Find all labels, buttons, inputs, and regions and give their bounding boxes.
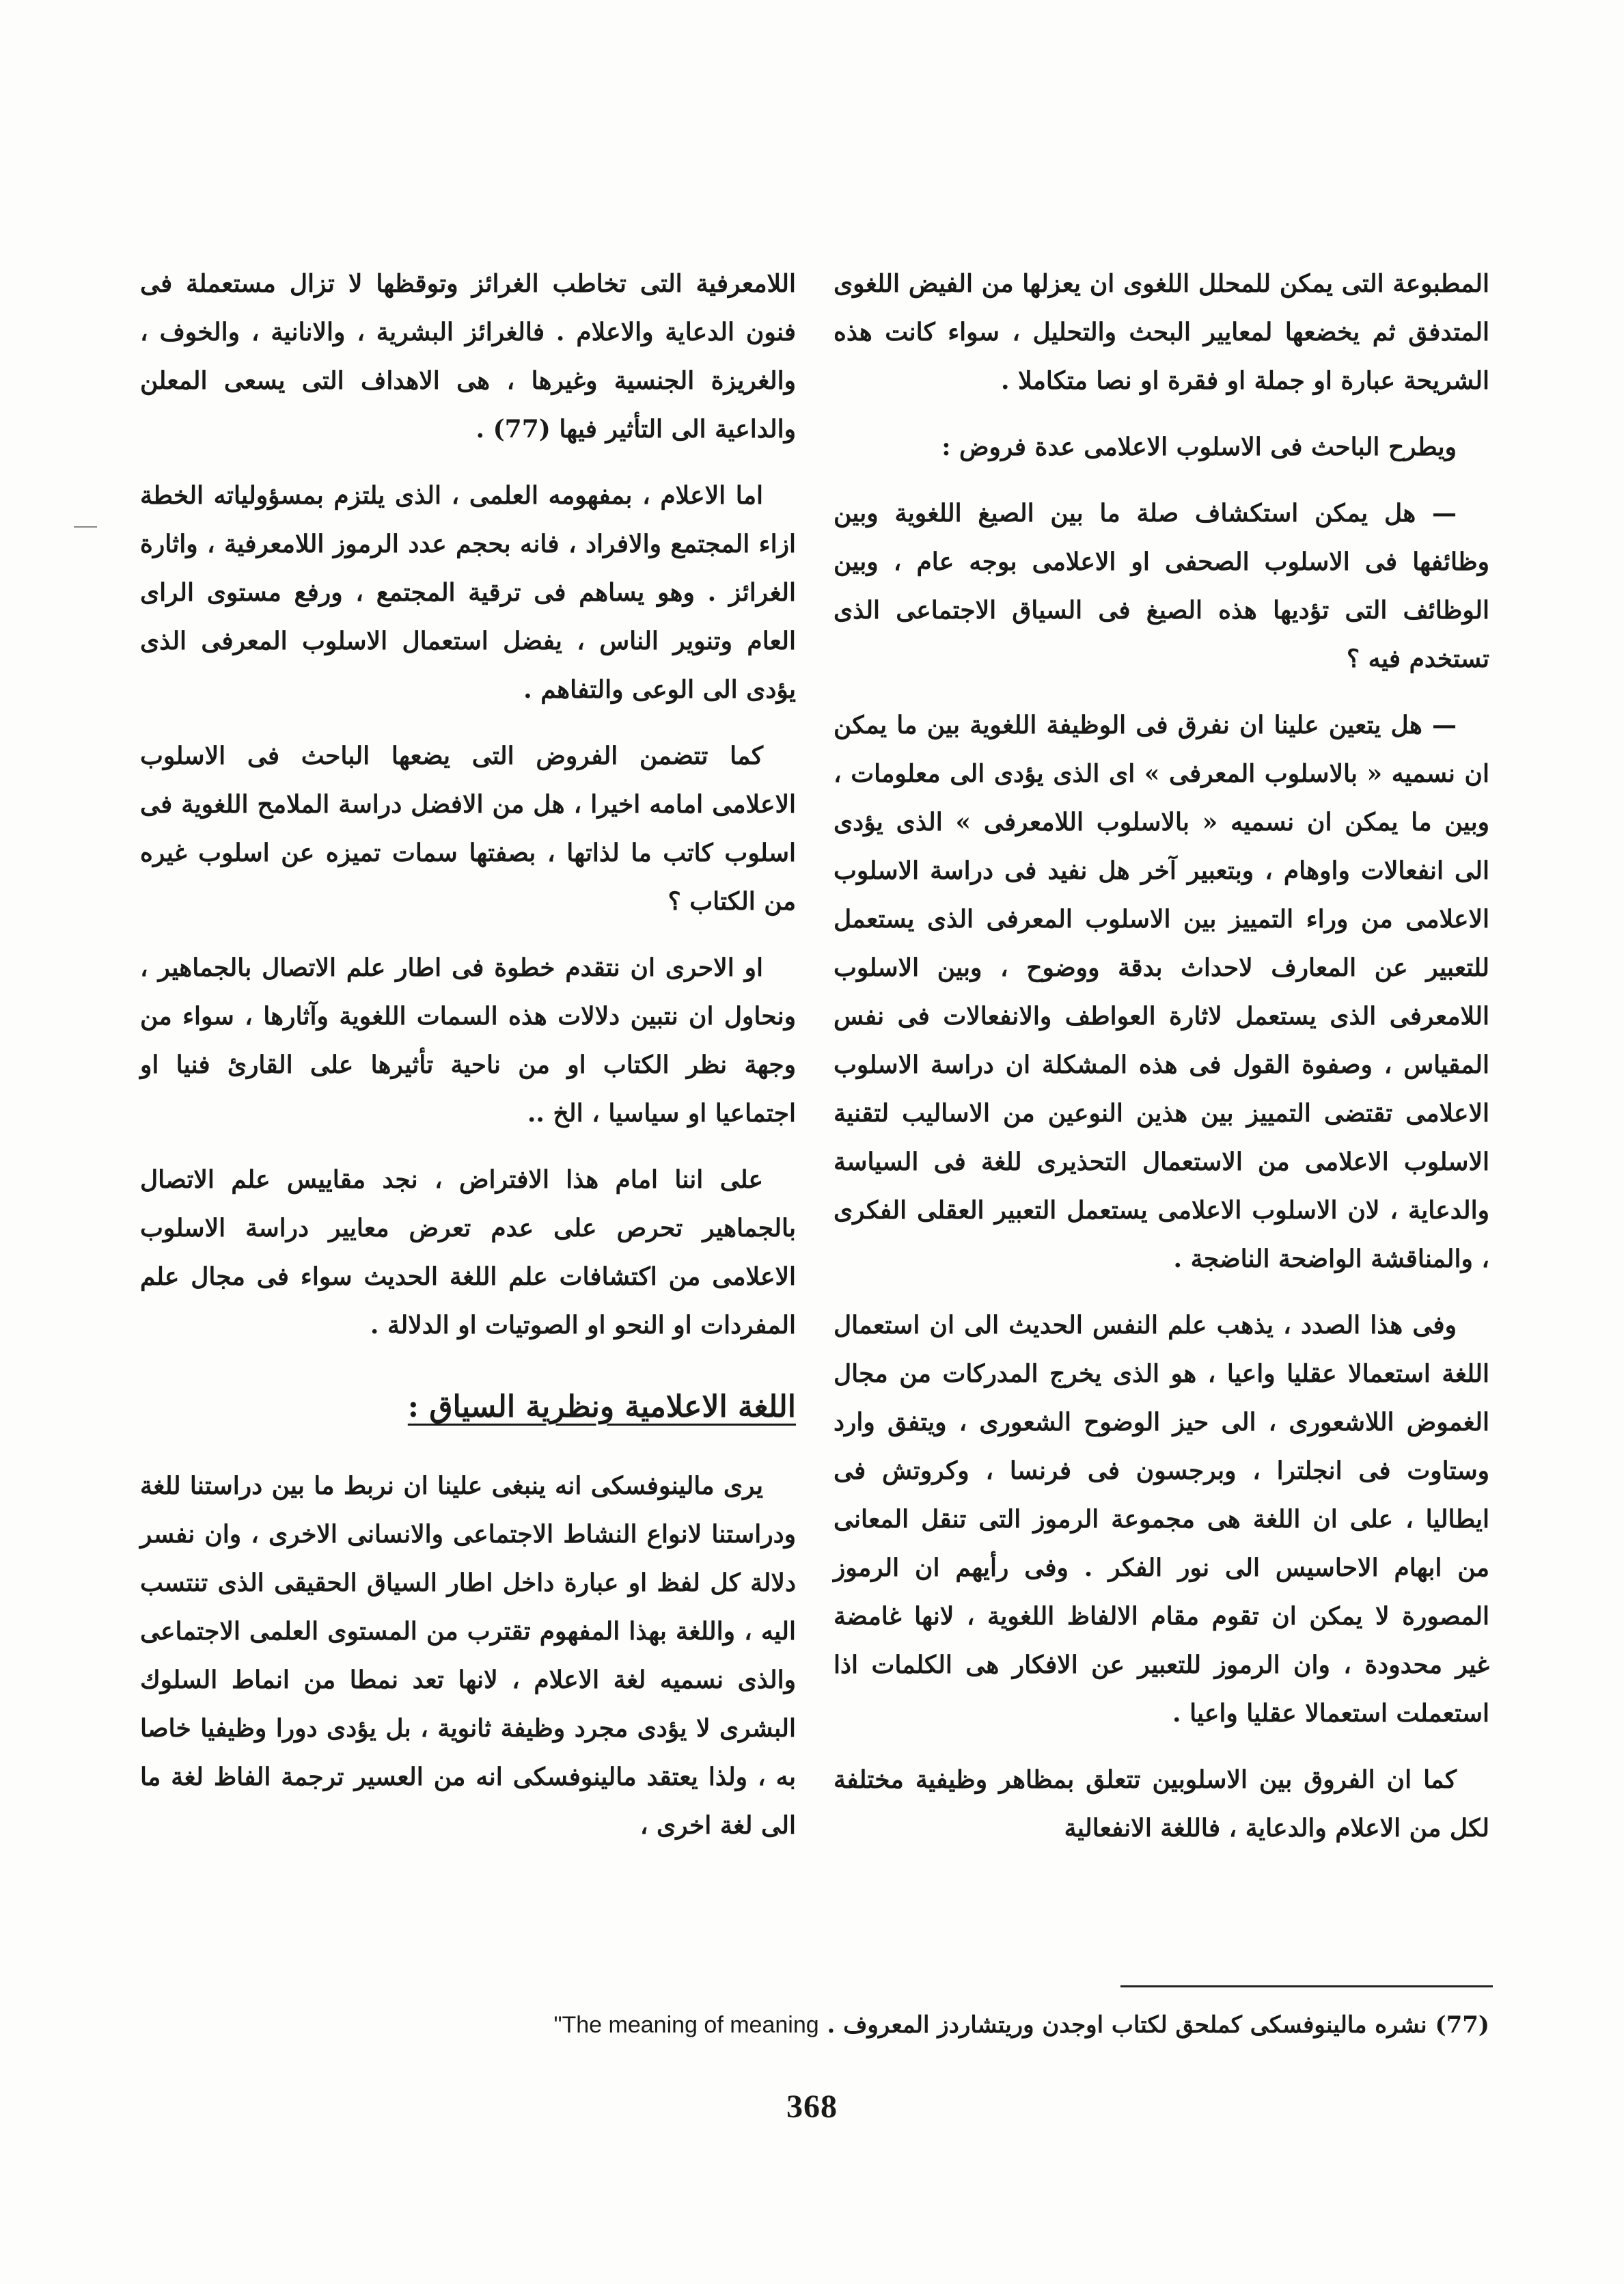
paragraph: على اننا امام هذا الافتراض ، نجد مقاييس علم الاتصال بالجماهير تحرص على عدم تعرض معايير دراسة الاسلوب الاعلامى من اكتشافات علم اللغة الحديث سواء فى مجال علم المفردات او النحو او الصوتيات او الدلالة . <box>140 1165 796 1340</box>
footnote-latin: "The meaning of meaning <box>553 2012 819 2038</box>
section-heading <box>140 1387 796 1428</box>
paragraph: اما الاعلام ، بمفهومه العلمى ، الذى يلتزم بمسؤولياته الخطة ازاء المجتمع والافراد ، فانه بحجم عدد الرموز اللامعرفية ، واثارة الغرائز . وهو يساهم فى ترقية المجتمع ، ورفع مستوى الراى العام وتنوير الناس ، يفضل استعمال الاسلوب المعرفى الذى يؤدى الى الوعى والتفاهم . <box>140 481 796 704</box>
paragraph: يرى مالينوفسكى انه ينبغى علينا ان نربط ما بين دراستنا للغة ودراستنا لانواع النشاط الاجتماعى والانسانى الاخرى ، وان نفسر دلالة كل لفظ او عبارة داخل اطار السياق الحقيقى الذى تنتسب اليه ، واللغة بهذا المفهوم تقترب من المستوى العلمى الاجتماعى والذى نسميه لغة الاعلام ، لانها تعد نمطا من انماط السلوك البشرى لا يؤدى مجرد وظيفة ثانوية ، بل يؤدى دورا وظيفيا خاصا به ، ولذا يعتقد مالينوفسكى انه من العسير ترجمة الفاظ لغة ما الى لغة اخرى ، <box>140 1471 796 1840</box>
paragraph: كما تتضمن الفروض التى يضعها الباحث فى الاسلوب الاعلامى امامه اخيرا ، هل من الافضل دراسة الملامح اللغوية فى اسلوب كاتب ما لذاتها ، بصفتها سمات تميزه عن اسلوب غيره من الكتاب ؟ <box>140 742 797 916</box>
paragraph: او الاحرى ان نتقدم خطوة فى اطار علم الاتصال بالجماهير ، ونحاول ان نتبين دلالات هذه السمات اللغوية وآثارها ، سواء من وجهة نظر الكتاب او من ناحية تأثيرها على القارئ فنيا او اجتماعيا او سياسيا ، الخ .. <box>140 953 796 1128</box>
footnote-divider <box>1120 1985 1493 1987</box>
footnote-arabic: (77) نشره مالينوفسكى كملحق لكتاب اوجدن وريتشاردز المعروف . <box>827 2011 1489 2039</box>
left-column <box>140 260 796 1868</box>
paragraph: كما ان الفروق بين الاسلوبين تتعلق بمظاهر وظيفية مختلفة لكل من الاعلام والدعاية ، فاللغة الانفعالية <box>834 1765 1489 1843</box>
paragraph: اللامعرفية التى تخاطب الغرائز وتوقظها لا تزال مستعملة فى فنون الدعاية والاعلام . فالغرائز البشرية ، والانانية ، والخوف ، والغريزة الجنسية وغيرها ، هى الاهداف التى يسعى المعلن والداعية الى التأثير فيها (77) . <box>140 269 796 444</box>
margin-mark <box>74 526 97 528</box>
section-heading-text: اللغة الاعلامية ونظرية السياق : <box>407 1389 796 1424</box>
paragraph: وفى هذا الصدد ، يذهب علم النفس الحديث الى ان استعمال اللغة استعمالا عقليا واعيا ، هو الذى يخرج المدركات من مجال الغموض اللاشعورى ، الى حيز الوضوح الشعورى ، ويتفق وارد وستاوت فى انجلترا ، وبرجسون فى فرنسا ، وكروتش فى ايطاليا ، على ان اللغة هى مجموعة الرموز التى تنقل المعانى من ابهام الاحاسيس الى نور الفكر . وفى رأيهم ان الرموز المصورة لا يمكن ان تقوم مقام الالفاظ اللغوية ، لانها غامضة غير محدودة ، وان الرموز للتعبير عن الافكار هى الكلمات اذا استعملت استعمالا عقليا واعيا . <box>834 1311 1489 1728</box>
page-number: 368 <box>786 2089 838 2125</box>
paragraph: المطبوعة التى يمكن للمحلل اللغوى ان يعزلها من الفيض اللغوى المتدفق ثم يخضعها لمعايير البحث والتحليل ، سواء كانت هذه الشريحة عبارة او جملة او فقرة او نصا متكاملا . <box>834 269 1489 395</box>
right-column <box>834 260 1489 1871</box>
footnote <box>140 2006 1489 2044</box>
paragraph: — هل يمكن استكشاف صلة ما بين الصيغ اللغوية وبين وظائفها فى الاسلوب الصحفى او الاعلامى بوجه عام ، وبين الوظائف التى تؤديها هذه الصيغ فى السياق الاجتماعى الذى تستخدم فيه ؟ <box>834 499 1489 673</box>
paragraph: ويطرح الباحث فى الاسلوب الاعلامى عدة فروض : <box>941 433 1457 461</box>
paragraph: — هل يتعين علينا ان نفرق فى الوظيفة اللغوية بين ما يمكن ان نسميه « بالاسلوب المعرفى » اى الذى يؤدى الى معلومات ، وبين ما يمكن ان نسميه « بالاسلوب اللامعرفى » الذى يؤدى الى انفعالات واوهام ، وبتعبير آخر هل نفيد فى دراسة الاسلوب الاعلامى من وراء التمييز بين الاسلوب المعرفى الذى يستعمل للتعبير عن المعارف لاحداث بدقة ووضوح ، وبين الاسلوب اللامعرفى الذى يستعمل لاثارة العواطف والانفعالات فى نفس المقياس ، وصفوة القول فى هذه المشكلة ان دراسة الاسلوب الاعلامى تقتضى التمييز بين هذين النوعين من الاساليب لتقنية الاسلوب الاعلامى من الاستعمال التحذيرى للغة فى السياسة والدعاية ، لان الاسلوب الاعلامى يستعمل التعبير العقلى الفكرى ، والمناقشة الواضحة الناضجة . <box>834 711 1489 1273</box>
